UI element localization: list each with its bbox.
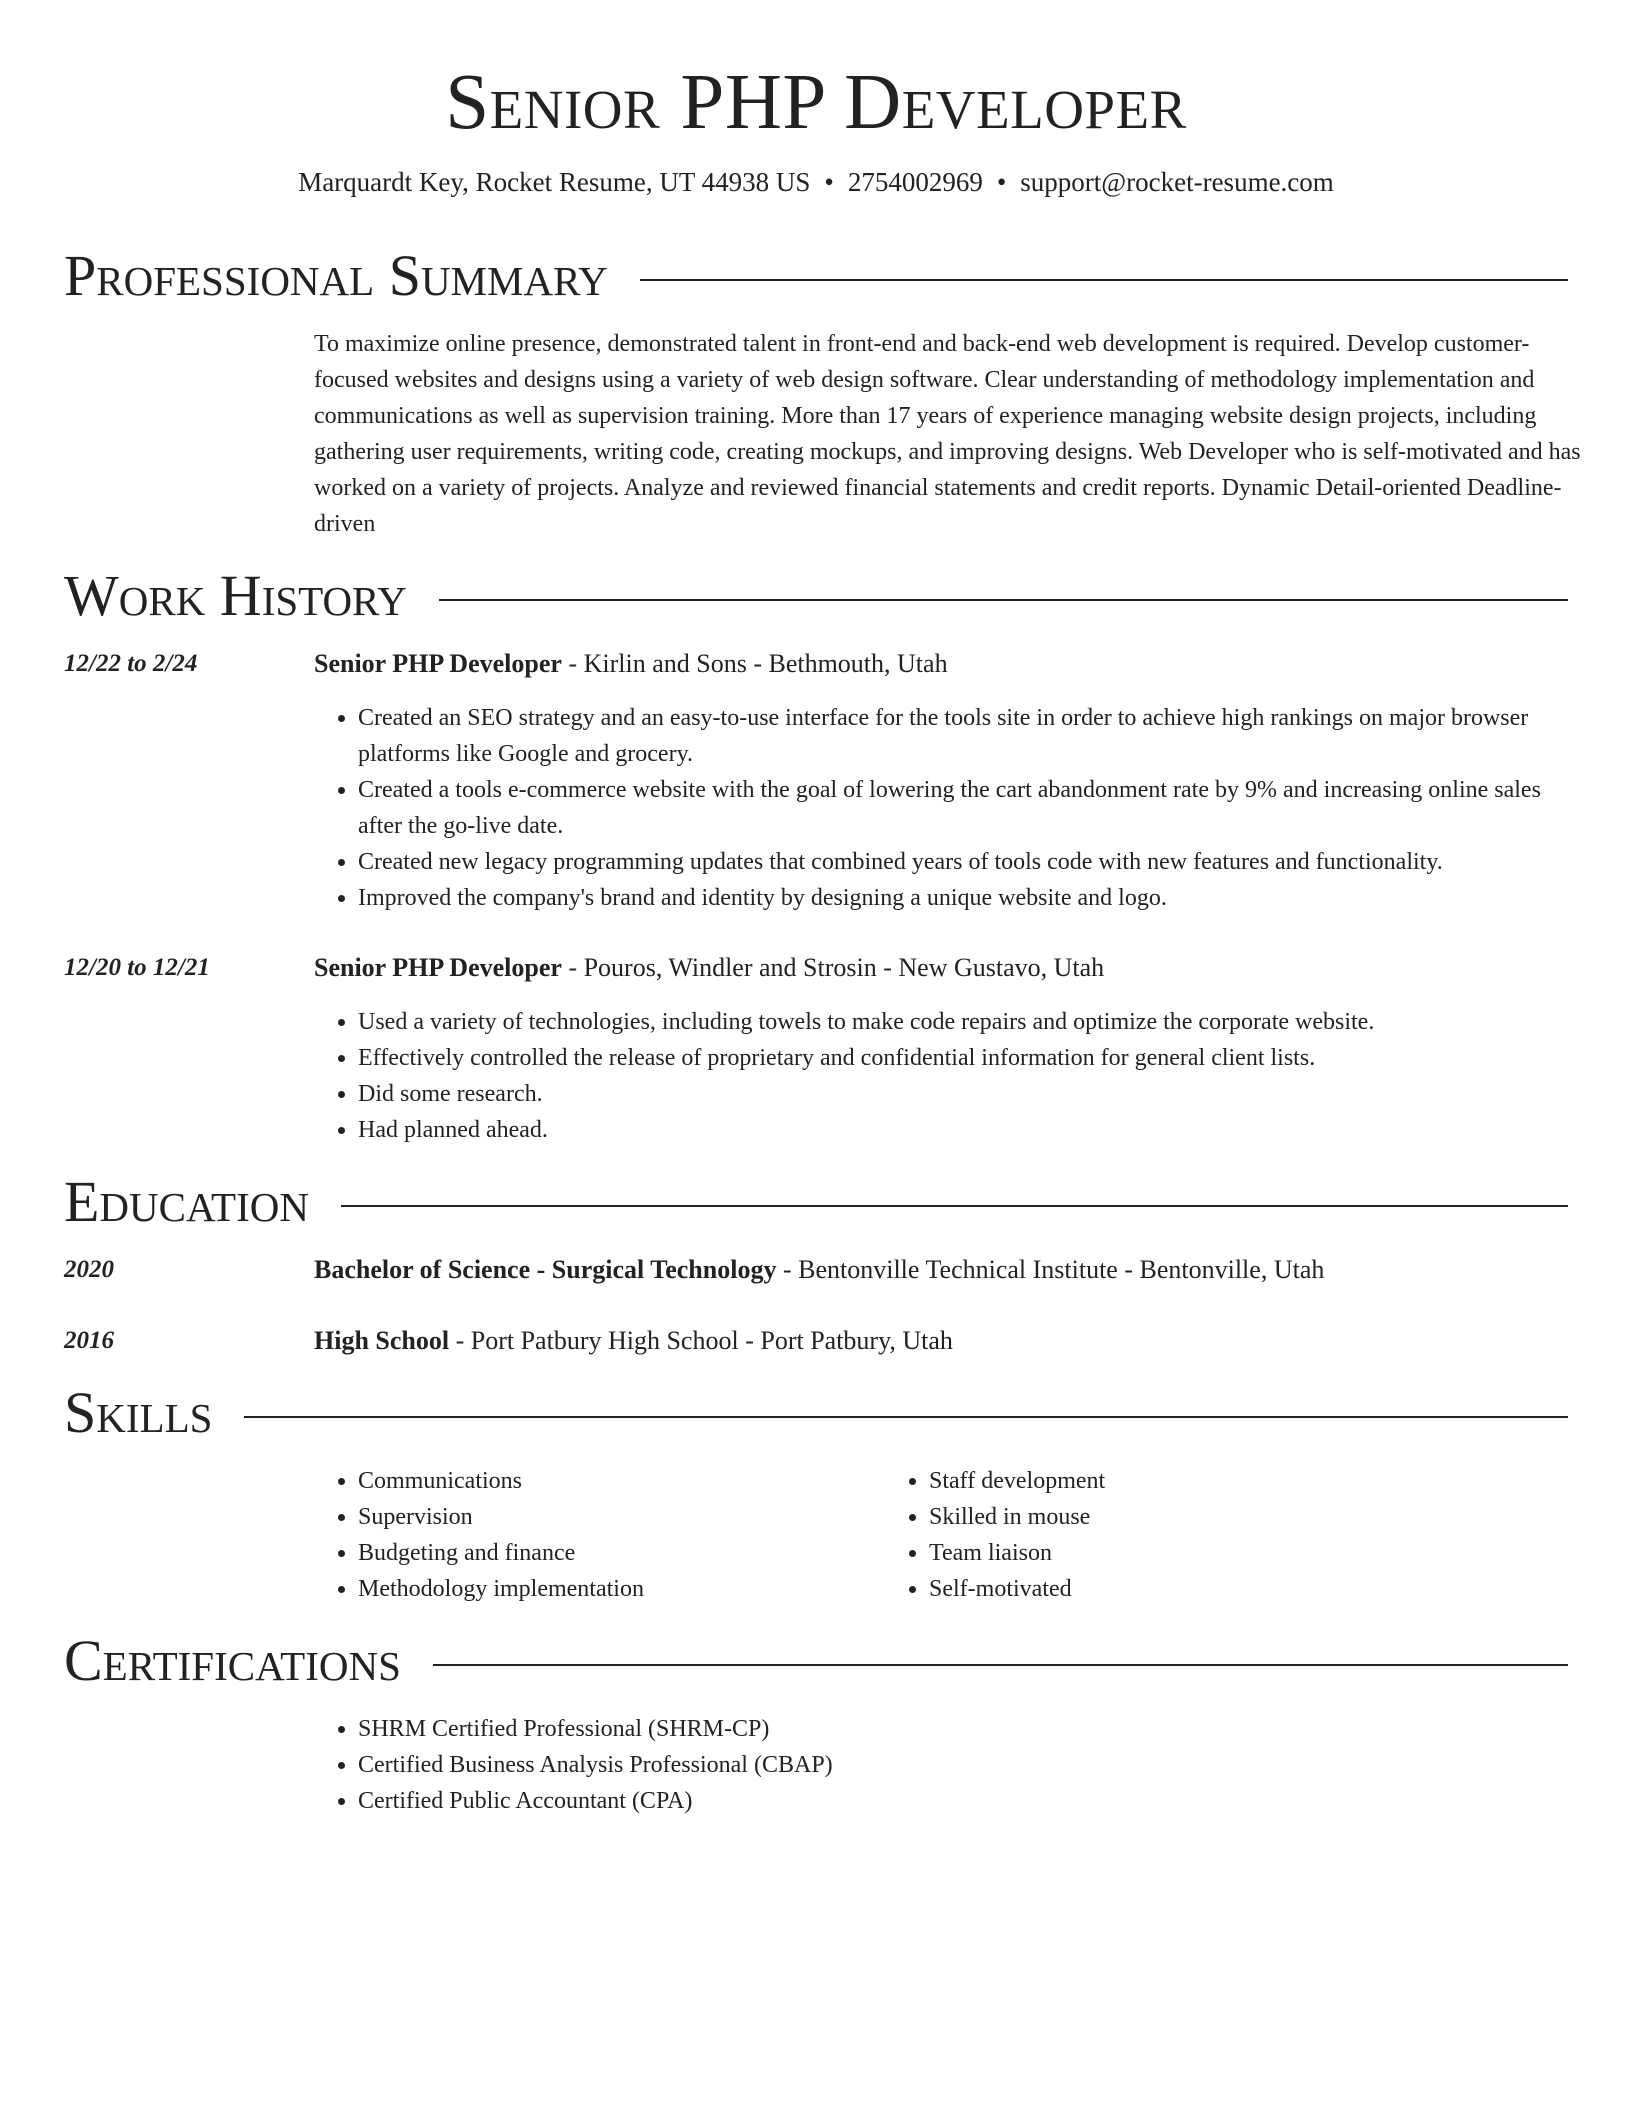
list-item: • Skilled in mouse bbox=[929, 1499, 1456, 1535]
education-section-header bbox=[64, 1170, 1568, 1234]
certifications-heading: Certifications bbox=[64, 1628, 401, 1694]
work-role: Senior PHP Developer bbox=[314, 649, 562, 679]
education-heading-line bbox=[314, 1323, 1568, 1359]
section-divider bbox=[433, 1664, 1568, 1666]
skills-list-right bbox=[885, 1463, 1456, 1607]
list-item: • Did some research. bbox=[358, 1076, 1568, 1112]
work-dates: 12/22 to 2/24 bbox=[64, 650, 198, 678]
list-item: • Communications bbox=[358, 1463, 885, 1499]
work-dates: 12/20 to 12/21 bbox=[64, 954, 210, 982]
education-heading: Education bbox=[64, 1169, 309, 1235]
list-item: • Certified Business Analysis Professional (CBAP) bbox=[358, 1747, 1568, 1783]
contact-separator: • bbox=[996, 167, 1007, 198]
contact-separator: • bbox=[824, 167, 834, 198]
list-item: • Effectively controlled the release of proprietary and confidential information for general client lists. bbox=[358, 1040, 1568, 1076]
list-item: • Certified Public Accountant (CPA) bbox=[358, 1783, 1568, 1819]
list-item: • SHRM Certified Professional (SHRM-CP) bbox=[358, 1711, 1568, 1747]
education-degree: High School bbox=[314, 1326, 450, 1356]
skills-heading: Skills bbox=[64, 1380, 213, 1446]
list-item: • Supervision bbox=[358, 1499, 885, 1535]
list-item: • Improved the company's brand and identity by designing a unique website and logo. bbox=[358, 880, 1568, 916]
education-details: - Bentonville Technical Institute - Bentonville, Utah bbox=[776, 1255, 1325, 1285]
contact-phone: 2754002969 bbox=[847, 167, 983, 198]
education-degree: Bachelor of Science - Surgical Technology bbox=[314, 1255, 777, 1285]
certifications-block bbox=[314, 1711, 1568, 1819]
education-year: 2020 bbox=[64, 1256, 114, 1284]
education-entry bbox=[64, 1252, 1568, 1288]
list-item: • Staff development bbox=[929, 1463, 1456, 1499]
education-entry bbox=[64, 1323, 1568, 1359]
section-divider bbox=[640, 279, 1568, 281]
list-item: • Created an SEO strategy and an easy-to-use interface for the tools site in order to achieve high rankings on major browser platforms like Google and grocery. bbox=[358, 700, 1568, 772]
list-item: • Self-motivated bbox=[929, 1571, 1456, 1607]
work-details: - Kirlin and Sons - Bethmouth, Utah bbox=[561, 649, 948, 679]
list-item: • Methodology implementation bbox=[358, 1571, 885, 1607]
work-details: - Pouros, Windler and Strosin - New Gustavo, Utah bbox=[561, 953, 1105, 983]
summary-section-header bbox=[64, 244, 1568, 308]
work-entry bbox=[64, 950, 1568, 1148]
summary-text: To maximize online presence, demonstrated talent in front-end and back-end web development is required. Develop customer-focused websites and designs using a variety of web design software. Clear understanding of methodology implementation and communications as well as supervision training. More than 17 years of experience managing website design projects, including gathering user requirements, writing code, creating mockups, and improving designs. Web Developer who is self-motivated and has worked on a variety of projects. Analyze and reviewed financial statements and credit reports. Dynamic Detail-oriented Deadline-driven bbox=[314, 331, 1581, 538]
certifications-section-header bbox=[64, 1629, 1568, 1693]
skills-section-header bbox=[64, 1381, 1568, 1445]
list-item: • Created new legacy programming updates that combined years of tools code with new features and functionality. bbox=[358, 844, 1568, 880]
work-entry-body bbox=[314, 950, 1568, 1148]
skills-grid bbox=[314, 1463, 1568, 1607]
list-item: • Budgeting and finance bbox=[358, 1535, 885, 1571]
work-heading-line bbox=[314, 646, 1568, 682]
work-heading: Work History bbox=[64, 563, 407, 629]
resume-title: Senior PHP Developer bbox=[445, 59, 1187, 146]
section-divider bbox=[244, 1416, 1568, 1418]
skills-list-left bbox=[314, 1463, 885, 1607]
list-item: • Created a tools e-commerce website with the goal of lowering the cart abandonment rate by 9% and increasing online sales after the go-live date. bbox=[358, 772, 1568, 844]
certifications-list bbox=[314, 1711, 1568, 1819]
section-divider bbox=[439, 599, 1568, 601]
list-item: • Had planned ahead. bbox=[358, 1112, 1568, 1148]
work-heading-line bbox=[314, 950, 1568, 986]
contact-line bbox=[64, 165, 1568, 200]
contact-address: Marquardt Key, Rocket Resume, UT 44938 US bbox=[298, 167, 811, 198]
contact-email: support@rocket-resume.com bbox=[1020, 167, 1334, 198]
section-divider bbox=[341, 1205, 1568, 1207]
education-year: 2016 bbox=[64, 1327, 114, 1355]
list-item: • Team liaison bbox=[929, 1535, 1456, 1571]
work-bullets bbox=[314, 700, 1568, 916]
work-entry-body bbox=[314, 646, 1568, 916]
work-role: Senior PHP Developer bbox=[314, 953, 562, 983]
work-section-header bbox=[64, 564, 1568, 628]
work-bullets bbox=[314, 1004, 1568, 1148]
list-item: • Used a variety of technologies, including towels to make code repairs and optimize the corporate website. bbox=[358, 1004, 1568, 1040]
education-details: - Port Patbury High School - Port Patbury, Utah bbox=[449, 1326, 953, 1356]
education-heading-line bbox=[314, 1252, 1568, 1288]
summary-heading: Professional Summary bbox=[64, 243, 608, 309]
work-entry bbox=[64, 646, 1568, 916]
